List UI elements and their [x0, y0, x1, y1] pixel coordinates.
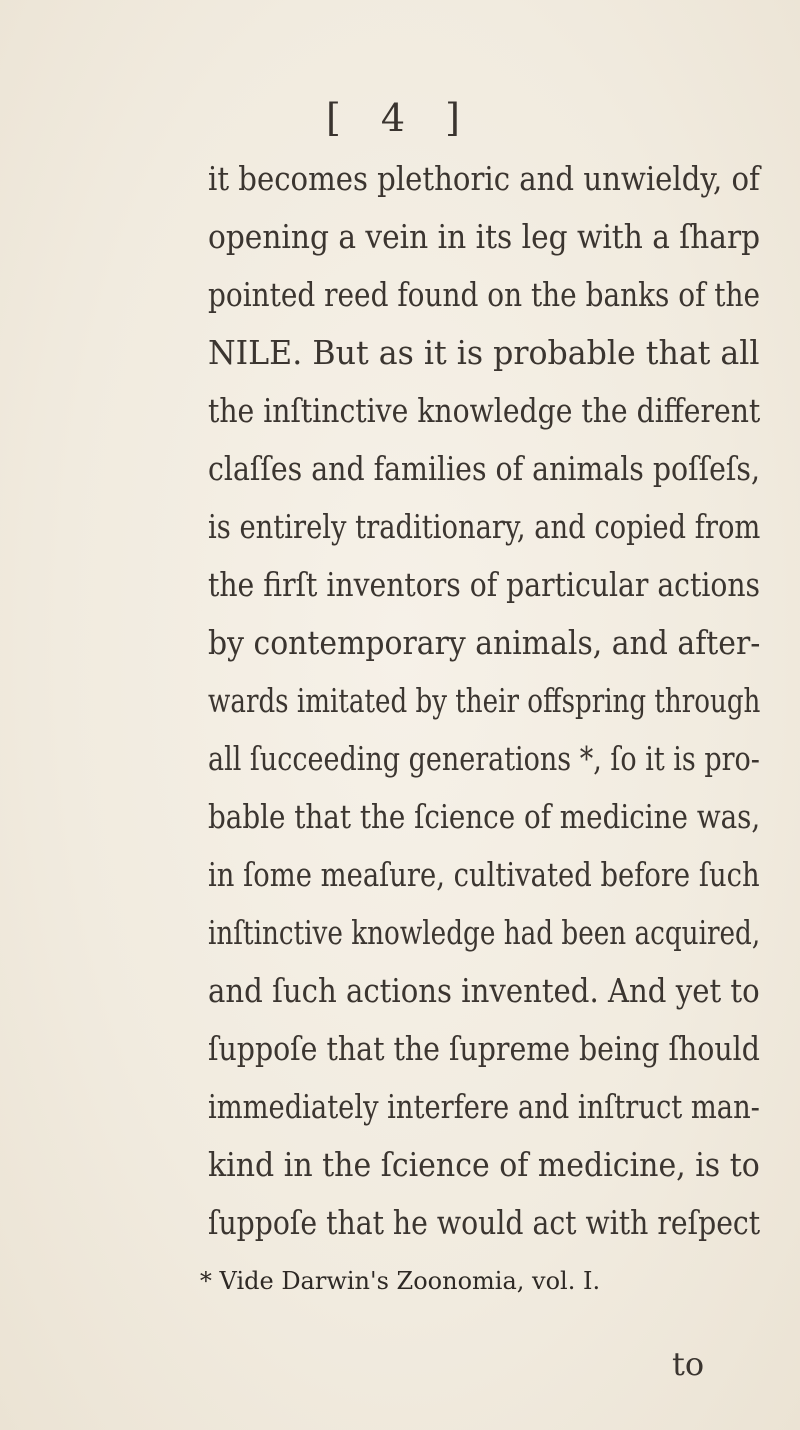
text-line: and ſuch actions invented. And yet to — [208, 971, 760, 1010]
text-line: it becomes plethoric and unwieldy, of — [208, 159, 760, 198]
text-line: ſuppoſe that he would act with reſpect — [208, 1203, 761, 1242]
text-line: the inſtinctive knowledge the different — [208, 391, 761, 430]
page-number: [ 4 ] — [326, 96, 474, 140]
text-line: is entirely traditionary, and copied from — [208, 507, 761, 546]
catchword: to — [672, 1345, 705, 1383]
text-line: ſuppoſe that the ſupreme being ſhould — [208, 1029, 760, 1068]
text-line: NILE. But as it is probable that all — [208, 333, 760, 372]
text-line: inſtinctive knowledge had been acquired, — [208, 913, 761, 952]
text-line: immediately interfere and inſtruct man- — [208, 1087, 760, 1126]
text-line: all ſucceeding generations *, ſo it is pro- — [208, 739, 760, 778]
text-line: bable that the ſcience of medicine was, — [208, 797, 761, 836]
text-line: in ſome meaſure, cultivated before ſuch — [208, 855, 760, 894]
text-line: pointed reed found on the banks of the — [208, 275, 761, 314]
text-line: kind in the ſcience of medicine, is to — [208, 1145, 760, 1184]
text-line: by contemporary animals, and after- — [208, 623, 761, 662]
text-line: the firſt inventors of particular actions — [208, 565, 761, 604]
footnote: * Vide Darwin's Zoonomia, vol. I. — [199, 1267, 601, 1295]
text-line: claſſes and families of animals poſſeſs, — [208, 449, 761, 488]
text-line: wards imitated by their offspring through — [208, 681, 761, 720]
text-line: opening a vein in its leg with a ſharp — [208, 217, 761, 256]
